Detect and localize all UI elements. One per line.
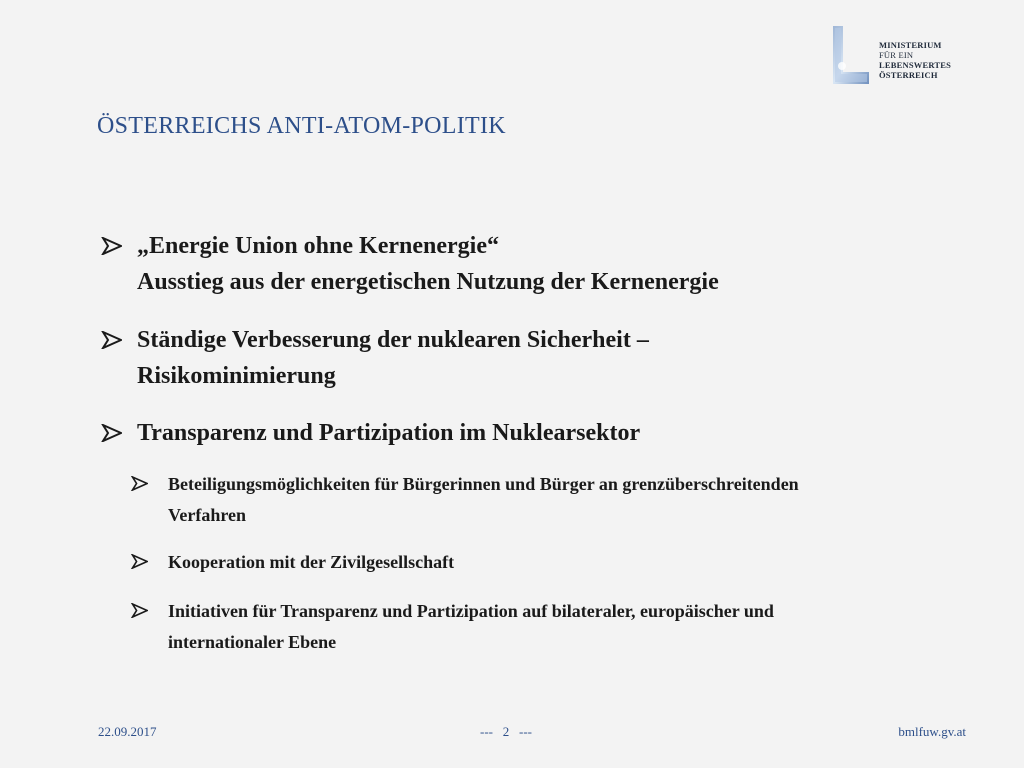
sub-bullet-text-line: Kooperation mit der Zivilgesellschaft	[168, 552, 455, 572]
ministry-logo-text	[879, 40, 951, 80]
footer-website-link[interactable]: bmlfuw.gv.at	[898, 724, 966, 739]
bullet-text-line: Ständige Verbesserung der nuklearen Sicherheit –	[137, 327, 649, 353]
bullet-text-line: Ausstieg aus der energetischen Nutzung der Kernenergie	[137, 269, 719, 295]
bullet-text-line: „Energie Union ohne Kernenergie“	[137, 233, 499, 259]
bullet-text-line: Transparenz und Partizipation im Nuklearsektor	[137, 420, 641, 446]
bullet-list	[100, 228, 980, 658]
ministry-logo	[831, 26, 973, 84]
logo-line-1: MINISTERIUM	[879, 40, 942, 50]
arrow-bullet-icon	[100, 331, 122, 349]
arrow-bullet-icon	[130, 603, 148, 618]
slide-title: ÖSTERREICHS ANTI-ATOM-POLITIK	[97, 113, 506, 139]
sub-bullet-text-line: internationaler Ebene	[168, 632, 337, 652]
arrow-bullet-icon	[130, 554, 148, 569]
sub-bullet-item	[130, 596, 980, 658]
arrow-bullet-icon	[100, 424, 122, 442]
sub-bullet-item	[130, 547, 980, 578]
sub-bullet-text-line: Initiativen für Transparenz und Partizipation auf bilateraler, europäischer und	[168, 601, 774, 621]
sub-bullet-text-line: Beteiligungsmöglichkeiten für Bürgerinnen und Bürger an grenzüberschreitenden	[168, 474, 799, 494]
logo-line-2: FÜR EIN	[879, 50, 914, 60]
footer-page-number: --- 2 ---	[480, 724, 532, 739]
arrow-bullet-icon	[100, 237, 122, 255]
bullet-item	[100, 322, 980, 394]
bullet-item	[100, 415, 980, 451]
bullet-text-line: Risikominimierung	[137, 363, 336, 389]
sub-bullet-item	[130, 469, 980, 531]
sub-bullet-text-line: Verfahren	[168, 505, 246, 525]
footer-date: 22.09.2017	[98, 724, 157, 739]
ministry-logo-mark-icon	[831, 26, 871, 84]
arrow-bullet-icon	[130, 476, 148, 491]
logo-line-3: LEBENSWERTES	[879, 60, 952, 70]
bullet-item	[100, 228, 980, 300]
logo-line-4: ÖSTERREICH	[879, 70, 938, 80]
